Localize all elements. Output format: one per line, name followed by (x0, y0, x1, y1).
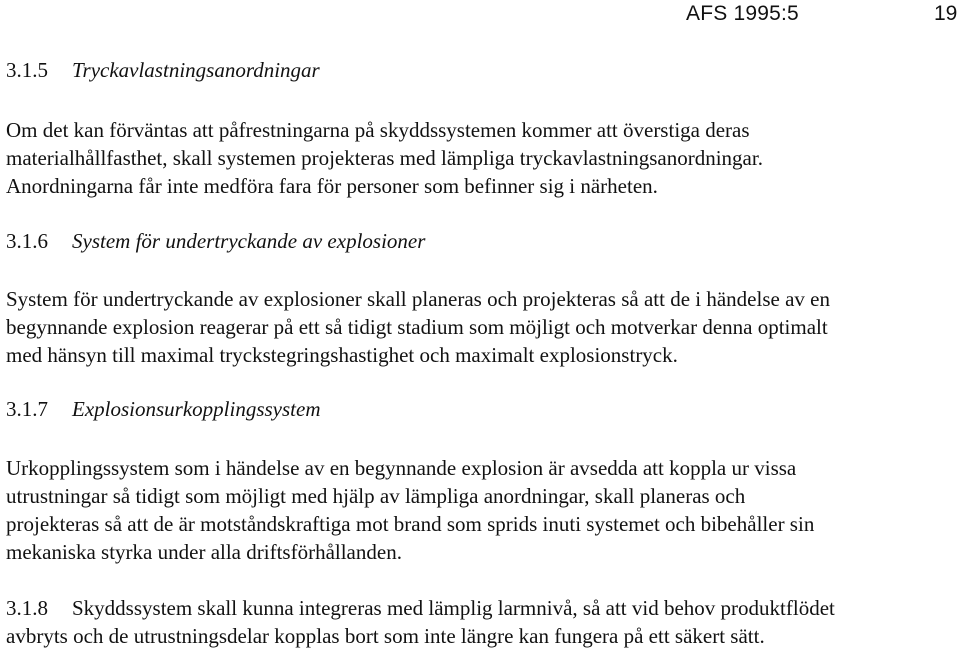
section-body-3-1-8 (6, 594, 956, 650)
section-title: Tryckavlastningsanordningar (72, 58, 320, 82)
section-heading-3-1-5 (6, 58, 320, 83)
document-reference: AFS 1995:5 (686, 2, 799, 25)
body-line: avbryts och de utrustningsdelar kopplas bort som inte längre kan fungera på ett säkert sätt. (6, 624, 765, 648)
body-line: System för undertryckande av explosioner skall planeras och projekteras så att de i händelse av en (6, 287, 830, 311)
section-number: 3.1.8 (6, 596, 48, 620)
section-title: Explosionsurkopplingssystem (72, 397, 321, 421)
body-line: med hänsyn till maximal tryckstegringshastighet och maximalt explosionstryck. (6, 343, 678, 367)
body-line: Anordningarna får inte medföra fara för personer som befinner sig i närheten. (6, 174, 658, 198)
section-title: System för undertryckande av explosioner (72, 229, 426, 253)
body-line: begynnande explosion reagerar på ett så tidigt stadium som möjligt och motverkar denna optimalt (6, 315, 828, 339)
section-number: 3.1.6 (6, 229, 48, 253)
page-number: 19 (934, 2, 958, 25)
body-text: Skyddssystem skall kunna integreras med lämplig larmnivå, så att vid behov produktflödet (72, 596, 835, 620)
page-header (0, 2, 959, 26)
section-body-3-1-6 (6, 285, 956, 369)
body-line (6, 594, 956, 622)
section-number: 3.1.7 (6, 397, 48, 421)
section-number: 3.1.5 (6, 58, 48, 82)
body-line: mekaniska styrka under alla driftsförhållanden. (6, 540, 402, 564)
body-line: projekteras så att de är motståndskraftiga mot brand som sprids inuti systemet och bibehåller sin (6, 512, 815, 536)
body-line: materialhållfasthet, skall systemen projekteras med lämpliga tryckavlastningsanordningar. (6, 146, 763, 170)
body-line: Urkopplingssystem som i händelse av en begynnande explosion är avsedda att koppla ur vissa (6, 456, 797, 480)
section-heading-3-1-6 (6, 229, 425, 254)
body-line: Om det kan förväntas att påfrestningarna på skyddssystemen kommer att överstiga deras (6, 118, 750, 142)
section-body-3-1-7 (6, 454, 956, 566)
section-heading-3-1-7 (6, 397, 320, 422)
section-body-3-1-5 (6, 116, 956, 200)
body-line: utrustningar så tidigt som möjligt med hjälp av lämpliga anordningar, skall planeras och (6, 484, 746, 508)
